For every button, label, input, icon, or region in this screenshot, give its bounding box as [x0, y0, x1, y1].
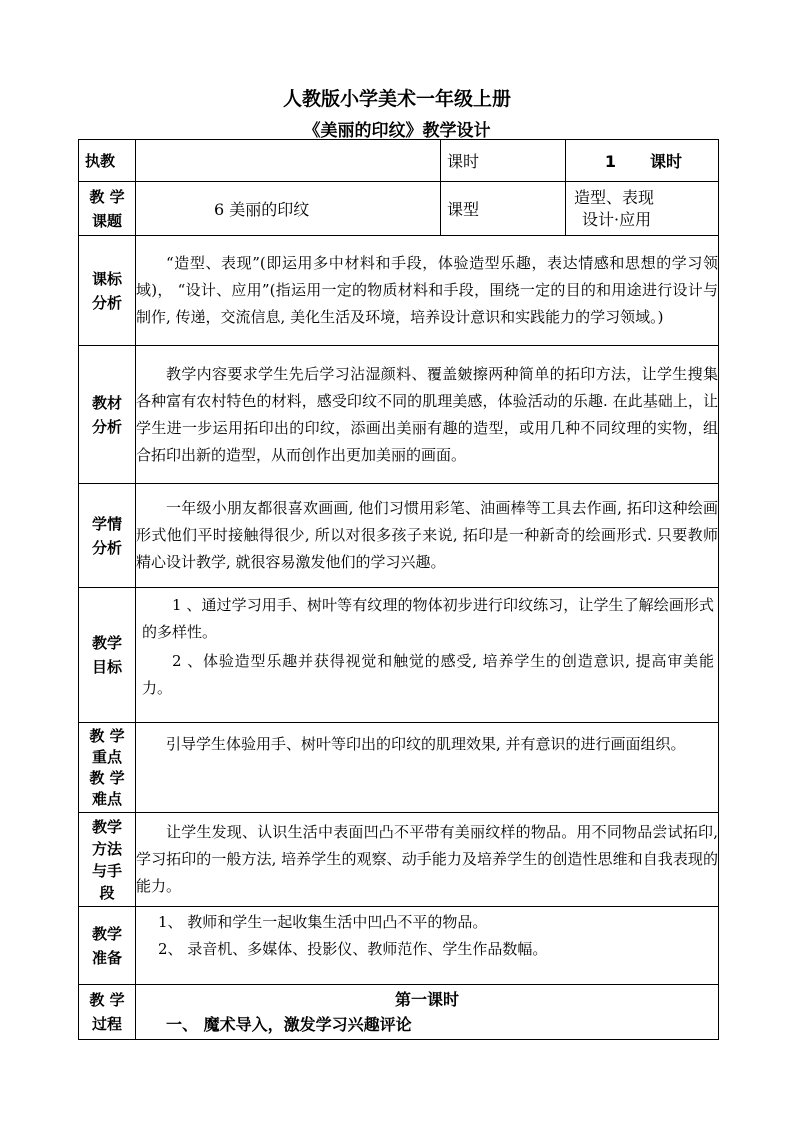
teacher-label: 执教 [79, 140, 136, 182]
row-material [79, 346, 719, 484]
topic-label [79, 182, 136, 236]
goals-label-line2: 目标 [91, 658, 122, 676]
goals-label [79, 588, 136, 723]
row-process [79, 985, 719, 1040]
key-label-line2: 重点 [91, 747, 122, 766]
students-label [79, 484, 136, 588]
goals-label-line1: 教学 [91, 634, 122, 652]
material-text: 教学内容要求学生先后学习沾湿颜料、覆盖皴擦两种简单的拓印方法，让学生搜集各种富有农村特色的材料，感受印纹不同的肌理美感，体验活动的乐趣. 在此基础上，让学生进一步运用拓印出的印纹，添画出美丽有趣的造型，或用几种不同纹理的实物，组合拓印出新的造型，从而创作出更加美丽的画面。 [136, 346, 719, 484]
students-label-line1: 学情 [91, 514, 122, 533]
key-label [79, 723, 136, 813]
material-label [79, 346, 136, 484]
students-label-line2: 分析 [91, 538, 122, 557]
methods-label-line1: 教学 [91, 817, 122, 836]
methods-label-line4: 段 [99, 883, 115, 902]
goals-cell [136, 588, 719, 723]
goal-item-2: 2 、体验造型乐趣并获得视觉和触觉的感受, 培养学生的创造意识, 提高审美能力。 [142, 652, 714, 697]
process-label-line2: 过程 [91, 1015, 122, 1033]
methods-label-line3: 与手 [91, 861, 122, 880]
topic-label-line2: 课题 [91, 211, 122, 230]
methods-label [79, 813, 136, 907]
row-methods [79, 813, 719, 907]
hours-cell [566, 140, 719, 182]
process-cell [136, 985, 719, 1040]
students-text: 一年级小朋友都很喜欢画画, 他们习惯用彩笔、油画棒等工具去作画, 拓印这种绘画形式他们平时接触得很少, 所以对很多孩子来说, 拓印是一种新奇的绘画形式. 只要教师精心设计教学, 就很容易激发他们的学习兴趣。 [136, 484, 719, 588]
process-step-1: 一、 魔术导入，激发学习兴趣评论 [166, 1015, 412, 1034]
prep-label-line2: 准备 [91, 948, 122, 967]
curriculum-label-line1: 课标 [91, 269, 122, 288]
document-title: 人教版小学美术一年级上册 [282, 88, 511, 110]
type-line2: 设计·应用 [582, 209, 652, 229]
topic-value: 6 美丽的印纹 [136, 182, 441, 236]
hours-unit: 课时 [650, 152, 683, 171]
material-label-line2: 分析 [91, 417, 122, 436]
row-topic [79, 182, 719, 236]
row-teacher [79, 140, 719, 182]
document-subtitle: 《美丽的印纹》教学设计 [303, 121, 491, 141]
process-label-line1: 教 学 [89, 991, 125, 1009]
prep-item-2: 2、 录音机、多媒体、投影仪、教师范作、学生作品数幅。 [158, 940, 548, 958]
prep-label [79, 907, 136, 985]
curriculum-label [79, 236, 136, 346]
process-label [79, 985, 136, 1040]
goal-item-1: 1 、通过学习用手、树叶等有纹理的物体初步进行印纹练习，让学生了解绘画形式的多样性。 [142, 596, 714, 641]
row-students [79, 484, 719, 588]
prep-item-1: 1、 教师和学生一起收集生活中凹凸不平的物品。 [158, 913, 488, 931]
hours-number: 1 [604, 152, 616, 171]
material-label-line1: 教材 [91, 393, 122, 412]
key-label-line4: 难点 [91, 789, 122, 808]
type-line1: 造型、表现 [574, 187, 655, 207]
hours-label: 课时 [441, 140, 566, 182]
key-label-line1: 教 学 [89, 726, 125, 745]
key-text: 引导学生体验用手、树叶等印出的印纹的肌理效果, 并有意识的进行画面组织。 [136, 723, 719, 813]
lesson-heading: 第一课时 [394, 990, 459, 1009]
key-label-line3: 教 学 [89, 768, 125, 787]
prep-label-line1: 教学 [91, 924, 122, 943]
row-key-points [79, 723, 719, 813]
row-prep [79, 907, 719, 985]
curriculum-label-line2: 分析 [91, 293, 122, 312]
type-label: 课型 [441, 182, 566, 236]
prep-cell [136, 907, 719, 985]
topic-label-line1: 教 学 [89, 187, 125, 206]
curriculum-text: “造型、表现”(即运用多中材料和手段，体验造型乐趣，表达情感和思想的学习领域)， “设计、应用”(指运用一定的物质材料和手段，围绕一定的目的和用途进行设计与制作, 传递，交流信息, 美化生活及环境，培养设计意识和实践能力的学习领域。) [136, 236, 719, 346]
lesson-plan-table [78, 139, 719, 1040]
teacher-value [136, 140, 441, 182]
type-value [566, 182, 719, 236]
methods-text: 让学生发现、认识生活中表面凹凸不平带有美丽纹样的物品。用不同物品尝试拓印, 学习拓印的一般方法, 培养学生的观察、动手能力及培养学生的创造性思维和自我表现的能力。 [136, 813, 719, 907]
row-curriculum [79, 236, 719, 346]
row-goals [79, 588, 719, 723]
methods-label-line2: 方法 [91, 839, 122, 858]
